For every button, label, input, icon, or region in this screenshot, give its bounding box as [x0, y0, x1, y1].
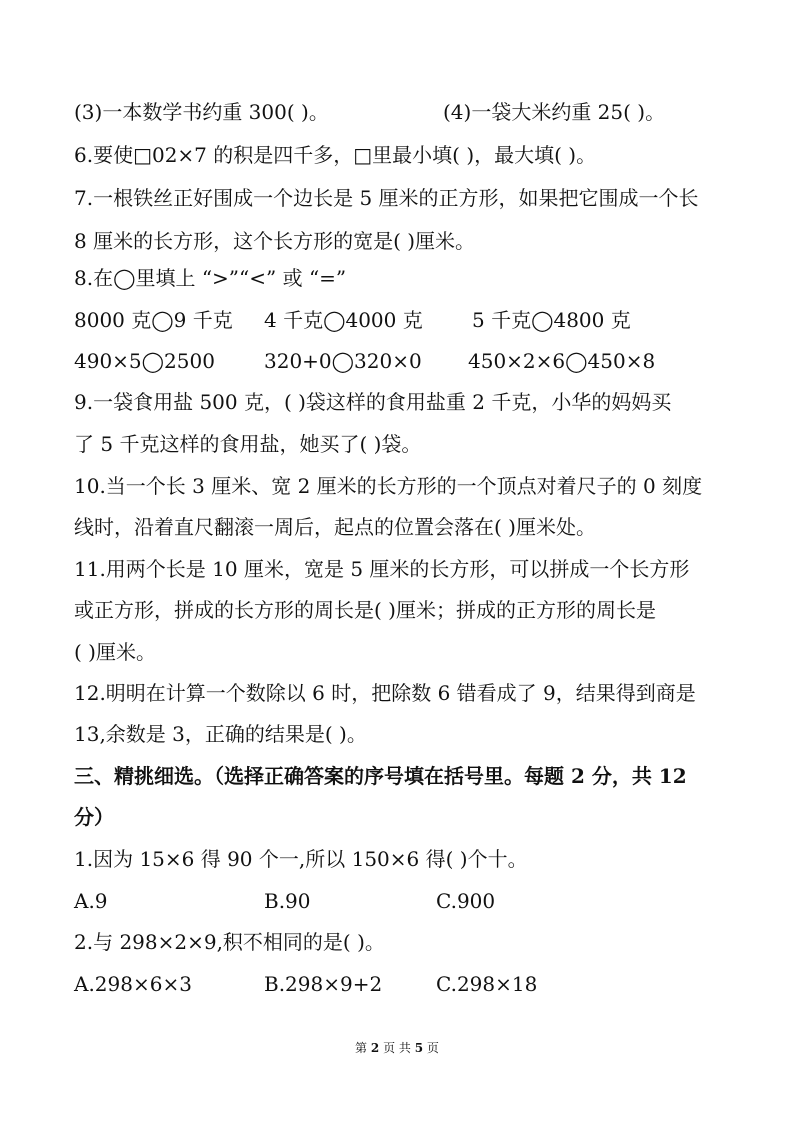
question-5-part-4: (4)一袋大米约重 25( )。 [443, 100, 666, 124]
compare-item: 320+0◯320×0 [264, 349, 422, 373]
question-8-prompt: 8.在◯里填上 “>”“<” 或 “=” [74, 266, 347, 290]
option-a: A.9 [74, 889, 108, 913]
compare-item: 490×5◯2500 [74, 349, 215, 373]
question-6: 6.要使□02×7 的积是四千多，□里最小填( )，最大填( )。 [74, 143, 597, 167]
option-a: A.298×6×3 [74, 972, 192, 996]
compare-item: 4 千克◯4000 克 [264, 308, 423, 332]
section-3-heading-line-2: 分） [74, 805, 114, 829]
compare-item: 5 千克◯4800 克 [472, 308, 631, 332]
question-7-line-1: 7.一根铁丝正好围成一个边长是 5 厘米的正方形，如果把它围成一个长 [74, 186, 699, 210]
compare-item: 8000 克◯9 千克 [74, 308, 233, 332]
option-b: B.298×9+2 [264, 972, 383, 996]
question-9-line-2: 了 5 千克这样的食用盐，她买了( )袋。 [74, 432, 422, 456]
current-page-number: 2 [370, 1041, 380, 1055]
choice-question-1-stem: 1.因为 15×6 得 90 个一,所以 150×6 得( )个十。 [74, 847, 528, 871]
compare-item: 450×2×6◯450×8 [468, 349, 656, 373]
question-12-line-1: 12.明明在计算一个数除以 6 时，把除数 6 错看成了 9，结果得到商是 [74, 681, 696, 705]
option-b: B.90 [264, 889, 311, 913]
page-number-footer [0, 1040, 794, 1056]
question-9-line-1: 9.一袋食用盐 500 克，( )袋这样的食用盐重 2 千克，小华的妈妈买 [74, 390, 672, 414]
option-c: C.900 [436, 889, 496, 913]
footer-middle: 页 共 [383, 1041, 411, 1055]
footer-prefix: 第 [355, 1041, 368, 1055]
question-7-line-2: 8 厘米的长方形，这个长方形的宽是( )厘米。 [74, 229, 476, 253]
question-10-line-1: 10.当一个长 3 厘米、宽 2 厘米的长方形的一个顶点对着尺子的 0 刻度 [74, 474, 703, 498]
choice-question-2-stem: 2.与 298×2×9,积不相同的是( )。 [74, 930, 385, 954]
question-11-line-1: 11.用两个长是 10 厘米，宽是 5 厘米的长方形，可以拼成一个长方形 [74, 557, 690, 581]
total-page-number: 5 [414, 1041, 424, 1055]
question-11-line-3: ( )厘米。 [74, 640, 156, 664]
question-10-line-2: 线时，沿着直尺翻滚一周后，起点的位置会落在( )厘米处。 [74, 515, 596, 539]
option-c: C.298×18 [436, 972, 538, 996]
question-11-line-2: 或正方形，拼成的长方形的周长是( )厘米；拼成的正方形的周长是 [74, 598, 656, 622]
section-3-heading-line-1: 三、精挑细选。（选择正确答案的序号填在括号里。每题 2 分，共 12 [74, 764, 687, 788]
question-12-line-2: 13,余数是 3，正确的结果是( )。 [74, 722, 367, 746]
footer-suffix: 页 [426, 1041, 439, 1055]
question-5-part-3: (3)一本数学书约重 300( )。 [74, 100, 329, 124]
